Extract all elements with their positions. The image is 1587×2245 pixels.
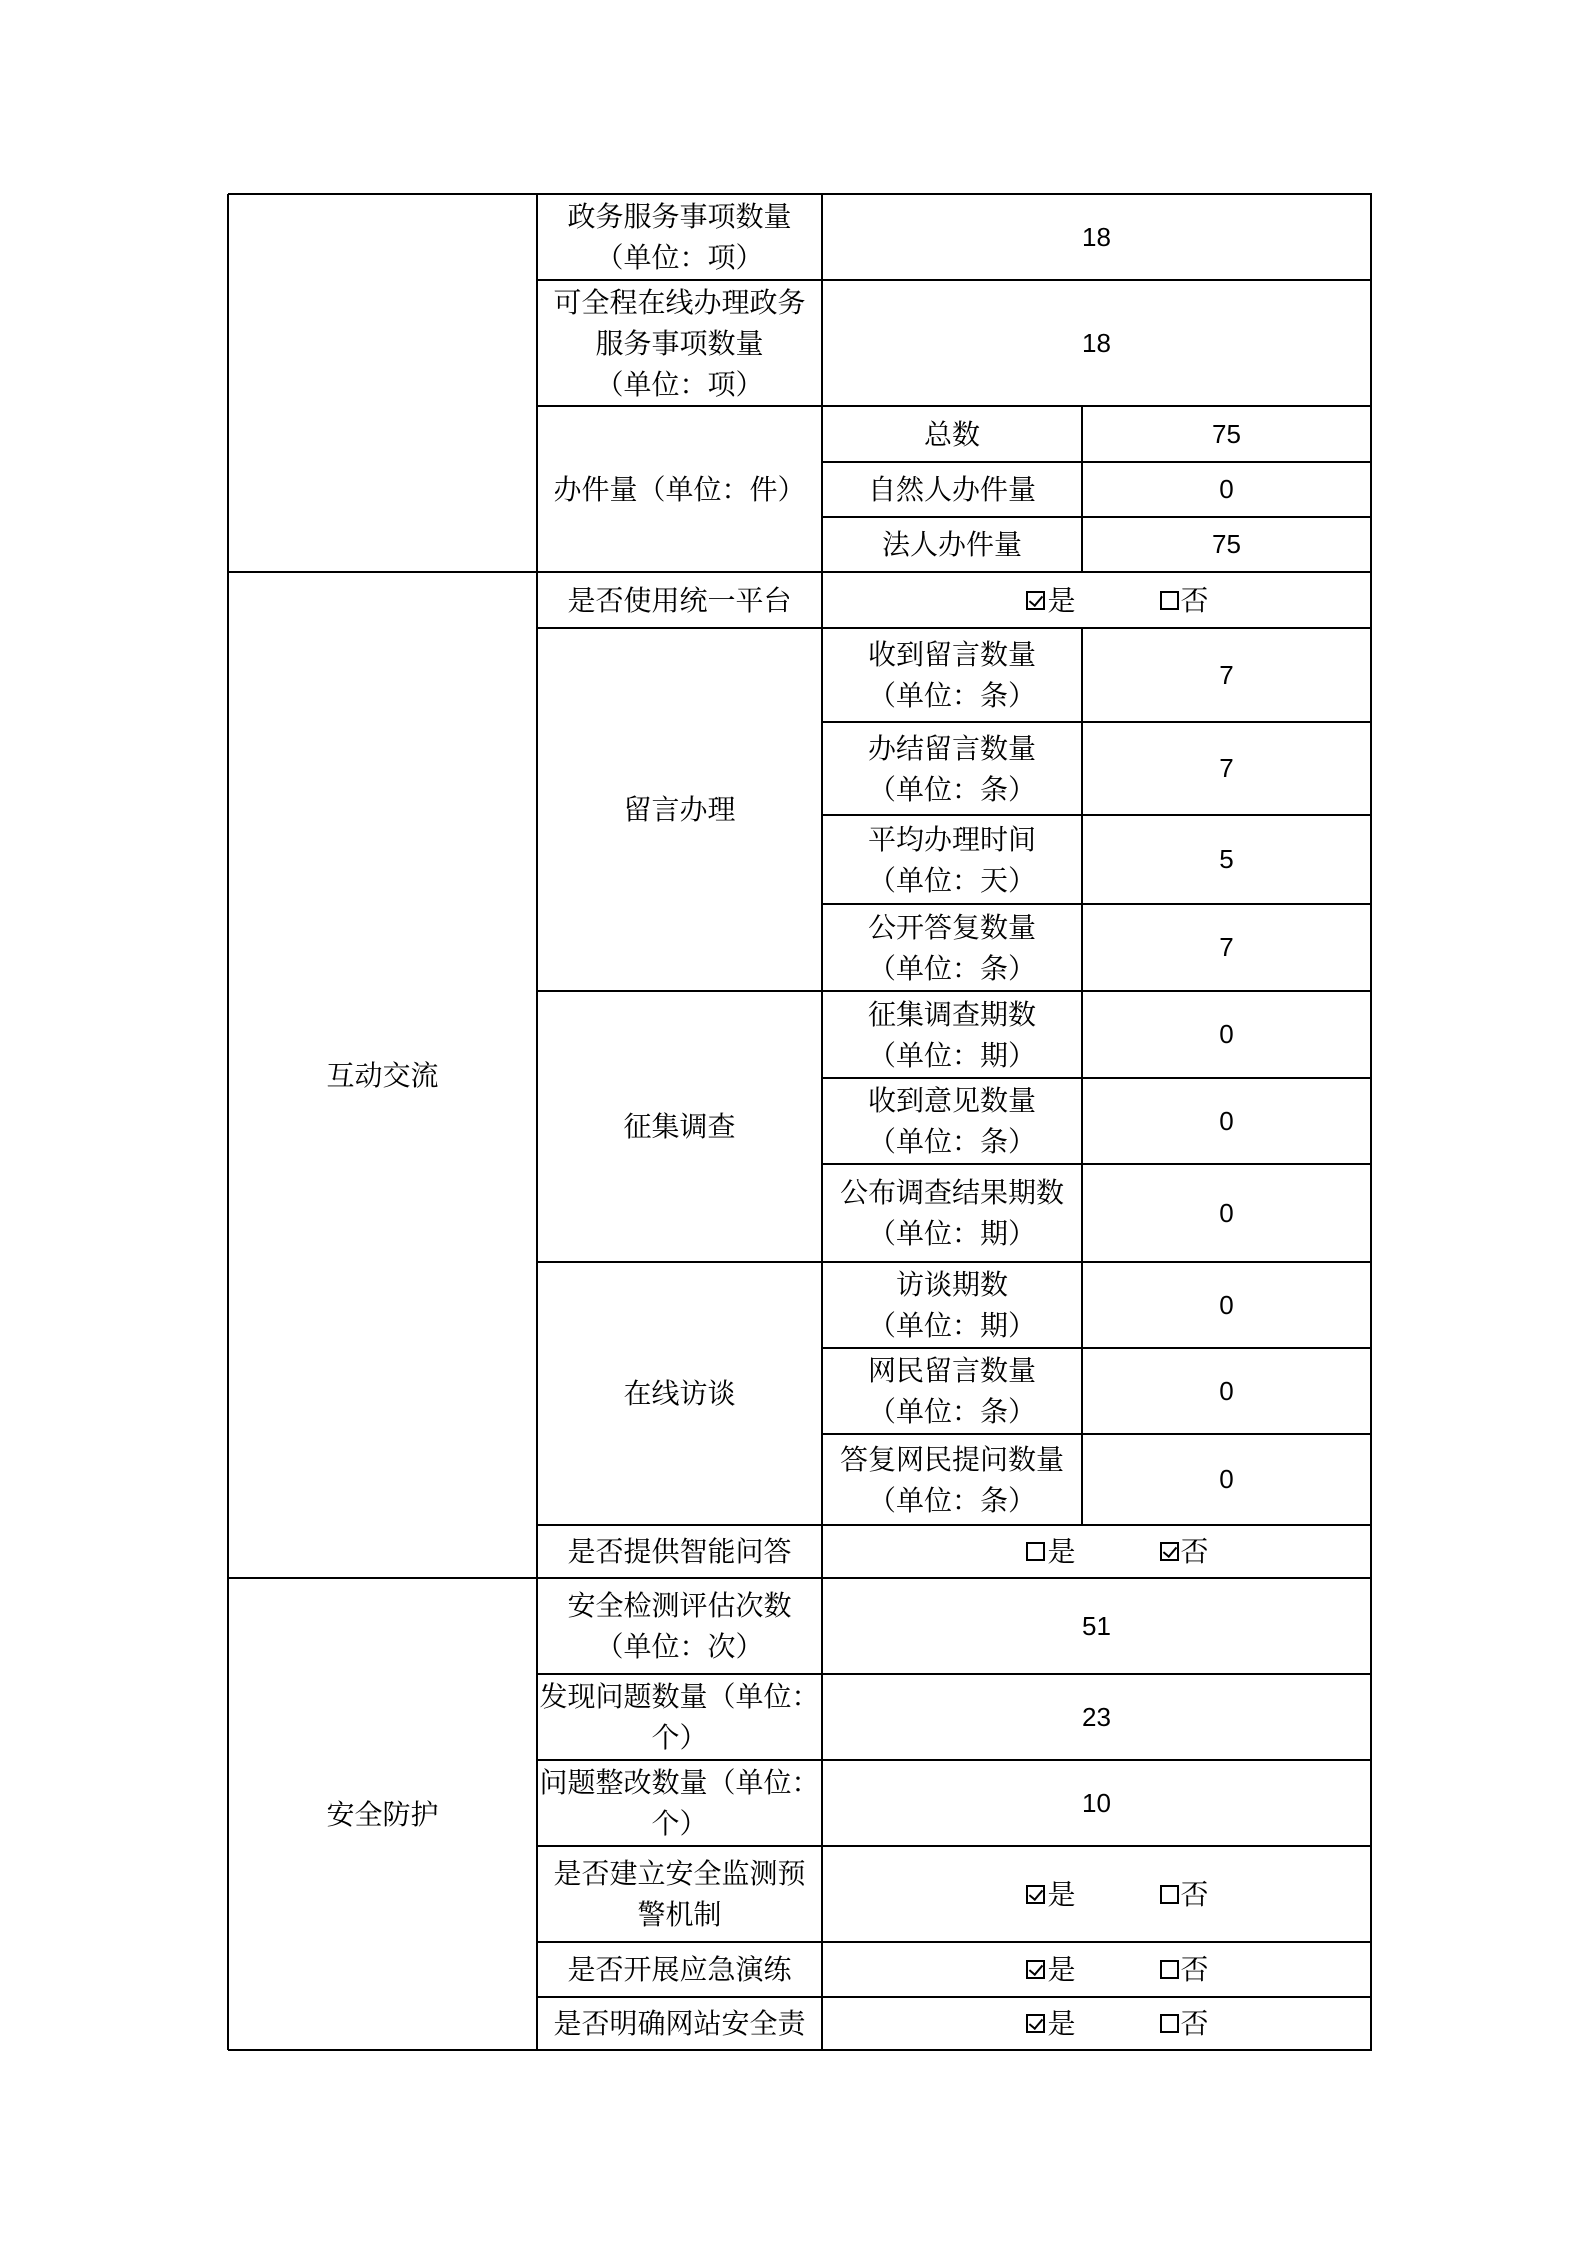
item-label-line: 个） [651, 1807, 708, 1840]
sub-item-value: 0 [1219, 474, 1234, 504]
item-label-line: 是否明确网站安全责 [553, 2007, 806, 2040]
sub-item-label-line: 公布调查结果期数 [839, 1176, 1064, 1209]
sub-item-value: 7 [1219, 932, 1234, 962]
item-label-line: 个） [651, 1721, 708, 1754]
sub-item-label [822, 1348, 1082, 1434]
sub-item-label [822, 904, 1082, 991]
item-label [537, 280, 822, 406]
option-yes-label: 是 [1047, 2007, 1076, 2040]
sub-item-label [822, 991, 1082, 1078]
sub-item-value: 0 [1219, 1464, 1234, 1494]
item-label [537, 1846, 822, 1942]
option-yes-label: 是 [1047, 583, 1076, 617]
empty-box-icon [1160, 591, 1179, 610]
option-no-label: 否 [1180, 583, 1209, 617]
option-no [1160, 1531, 1209, 1572]
choice-unified-platform [822, 572, 1371, 628]
option-yes [1026, 1531, 1075, 1572]
column-rule [821, 194, 823, 2050]
empty-box-icon [1026, 1542, 1045, 1561]
item-label [537, 1942, 822, 1997]
column-rule [1081, 1262, 1083, 1525]
item-label-line: （单位：次） [595, 1630, 764, 1663]
sub-item-label-line: （单位：条） [867, 679, 1036, 712]
sub-item-label-line: 平均办理时间 [867, 822, 1036, 856]
item-label-line: （单位：项） [595, 241, 764, 274]
item-label [537, 1760, 822, 1846]
sub-item-label-line: 网民留言数量 [867, 1354, 1036, 1387]
sub-item-value: 0 [1219, 1105, 1234, 1136]
item-value: 23 [1082, 1701, 1111, 1732]
sub-item-value: 75 [1212, 529, 1241, 559]
option-yes-label: 是 [1047, 1953, 1076, 1986]
option-yes [1026, 2003, 1075, 2044]
column-rule [227, 194, 229, 2050]
item-label-line: 是否开展应急演练 [567, 1953, 792, 1986]
option-no-label: 否 [1180, 1877, 1209, 1911]
empty-box-icon [1160, 1885, 1179, 1904]
item-label-line: 警机制 [637, 1898, 722, 1931]
group-label-volume: 办件量（单位：件） [553, 472, 806, 506]
item-value: 18 [1082, 327, 1111, 358]
sub-item-label [822, 1434, 1082, 1525]
sub-item-label-line: 访谈期数 [895, 1268, 1008, 1301]
sub-item-label-line: 收到意见数量 [867, 1084, 1036, 1117]
sub-item-label: 自然人办件量 [867, 473, 1036, 506]
item-value: 51 [1082, 1610, 1111, 1641]
item-label-line: 发现问题数量（单位： [539, 1680, 820, 1713]
sub-item-value: 5 [1219, 844, 1234, 874]
empty-box-icon [1160, 1960, 1179, 1979]
sub-item-label-line: 答复网民提问数量 [839, 1442, 1064, 1476]
option-no-label: 否 [1180, 1953, 1209, 1986]
column-rule [1370, 194, 1372, 2050]
sub-item-label: 总数 [923, 417, 980, 451]
sub-item-label [822, 1078, 1082, 1164]
item-value: 10 [1082, 1787, 1111, 1818]
column-rule [536, 194, 538, 2050]
option-yes [1026, 580, 1075, 621]
checked-box-icon [1026, 2014, 1045, 2033]
item-label-line: （单位：项） [595, 367, 764, 401]
empty-box-icon [1160, 2014, 1179, 2033]
option-yes-label: 是 [1047, 1535, 1076, 1568]
group-label-survey: 征集调查 [623, 1110, 736, 1143]
sub-item-label-line: （单位：期） [867, 1217, 1036, 1250]
category-label-interaction: 互动交流 [326, 1058, 439, 1092]
sub-item-value: 0 [1219, 1197, 1234, 1228]
checked-box-icon [1160, 1542, 1179, 1561]
choice-security-2 [822, 1997, 1371, 2050]
sub-item-value: 0 [1219, 1375, 1234, 1406]
group-label-messages: 留言办理 [623, 793, 736, 826]
column-rule [1081, 406, 1083, 572]
sub-item-label [822, 628, 1082, 722]
checked-box-icon [1026, 1960, 1045, 1979]
item-label-line: 安全检测评估次数 [567, 1589, 792, 1622]
item-label-line: 政务服务事项数量 [567, 200, 792, 233]
option-yes [1026, 1949, 1075, 1990]
sub-item-value: 0 [1219, 1019, 1234, 1049]
sub-item-label-line: 公开答复数量 [867, 910, 1036, 944]
option-no-label: 否 [1180, 2007, 1209, 2040]
item-label [537, 1578, 822, 1674]
group-label-interview: 在线访谈 [623, 1377, 736, 1410]
column-rule [1081, 628, 1083, 991]
sub-item-label [822, 1262, 1082, 1348]
option-yes [1026, 1874, 1075, 1915]
sub-item-label: 法人办件量 [881, 528, 1022, 561]
option-no [1160, 1949, 1209, 1990]
sub-item-label-line: （单位：条） [867, 772, 1036, 806]
option-yes-label: 是 [1047, 1877, 1076, 1911]
item-value: 18 [1082, 221, 1111, 252]
option-no [1160, 1874, 1209, 1915]
item-label-line: 问题整改数量（单位： [539, 1766, 820, 1799]
item-label-line: 服务事项数量 [595, 326, 764, 360]
sub-item-label-line: 征集调查期数 [867, 997, 1036, 1031]
item-label: 是否使用统一平台 [567, 583, 792, 617]
sub-item-value: 7 [1219, 753, 1234, 783]
item-label-line: 是否建立安全监测预 [553, 1857, 806, 1890]
option-no-label: 否 [1180, 1535, 1209, 1568]
sub-item-label [822, 1164, 1082, 1262]
sub-item-value: 0 [1219, 1289, 1234, 1320]
sub-item-label [822, 815, 1082, 904]
item-label [537, 1674, 822, 1760]
row-rule [228, 2049, 1372, 2051]
sub-item-label-line: （单位：条） [867, 1125, 1036, 1158]
item-label-line: 可全程在线办理政务 [553, 285, 806, 319]
item-label [537, 1997, 822, 2050]
column-rule [1081, 991, 1083, 1262]
sub-item-label-line: （单位：条） [867, 1395, 1036, 1428]
sub-item-value: 7 [1219, 659, 1234, 690]
checked-box-icon [1026, 1885, 1045, 1904]
option-no [1160, 2003, 1209, 2044]
sub-item-label-line: （单位：期） [867, 1038, 1036, 1072]
choice-security-0 [822, 1846, 1371, 1942]
sub-item-label-line: （单位：条） [867, 1483, 1036, 1517]
sub-item-label-line: （单位：条） [867, 951, 1036, 985]
item-label: 是否提供智能问答 [567, 1535, 792, 1568]
sub-item-label-line: 收到留言数量 [867, 638, 1036, 671]
sub-item-label-line: （单位：天） [867, 863, 1036, 897]
sub-item-value: 75 [1212, 418, 1241, 449]
sub-item-label-line: （单位：期） [867, 1309, 1036, 1342]
choice-smart-qa [822, 1525, 1371, 1578]
item-label [537, 194, 822, 280]
category-label-security: 安全防护 [326, 1797, 439, 1831]
row-rule [228, 193, 1372, 195]
sub-item-label-line: 办结留言数量 [867, 731, 1036, 765]
choice-security-1 [822, 1942, 1371, 1997]
option-no [1160, 580, 1209, 621]
sub-item-label [822, 722, 1082, 815]
checked-box-icon [1026, 591, 1045, 610]
